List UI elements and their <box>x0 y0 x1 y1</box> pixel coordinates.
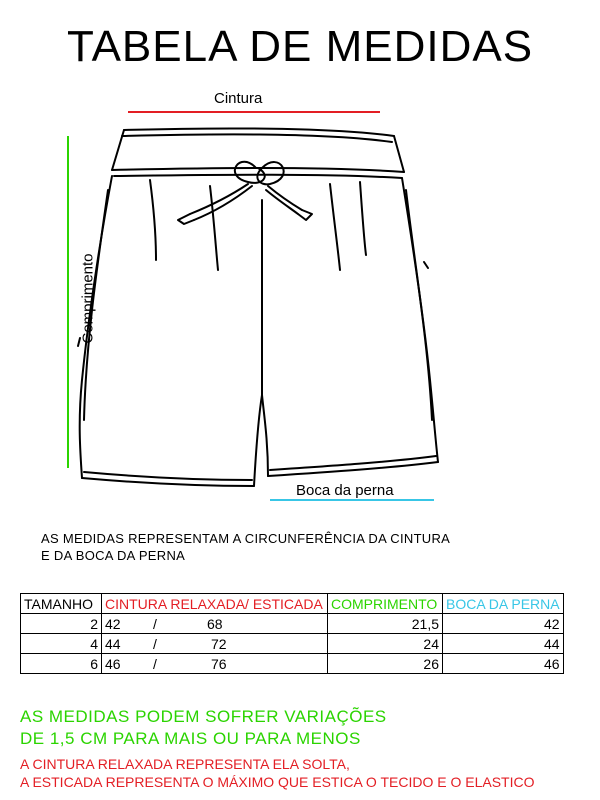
cell-waist <box>102 634 328 654</box>
waist-explanation-line-1: A CINTURA RELAXADA REPRESENTA ELA SOLTA, <box>20 756 350 772</box>
note-line-2: E DA BOCA DA PERNA <box>41 548 186 563</box>
page-title: TABELA DE MEDIDAS <box>66 22 534 71</box>
cell-length: 21,5 <box>328 614 443 634</box>
cell-waist-stretched: 76 <box>211 655 227 672</box>
cell-waist-stretched: 72 <box>211 635 227 652</box>
cell-size: 2 <box>21 614 102 634</box>
cell-leg: 46 <box>443 654 564 674</box>
cell-waist-separator: / <box>153 635 157 652</box>
cell-waist-separator: / <box>153 615 157 632</box>
table-header-row <box>21 594 564 614</box>
cell-waist-relaxed: 46 <box>105 655 121 672</box>
cell-size: 6 <box>21 654 102 674</box>
cell-length: 26 <box>328 654 443 674</box>
header-waist: CINTURA RELAXADA/ ESTICADA <box>102 594 328 614</box>
waist-label: Cintura <box>214 90 263 107</box>
cell-leg: 42 <box>443 614 564 634</box>
length-label: Comprimento <box>79 253 97 344</box>
table-row <box>21 634 564 654</box>
variation-line-2: DE 1,5 CM PARA MAIS OU PARA MENOS <box>20 729 361 748</box>
cell-waist-separator: / <box>153 655 157 672</box>
cell-waist-stretched: 68 <box>207 615 223 632</box>
cell-leg: 44 <box>443 634 564 654</box>
cell-size: 4 <box>21 634 102 654</box>
cell-waist <box>102 614 328 634</box>
cell-waist-relaxed: 42 <box>105 615 121 632</box>
header-leg: BOCA DA PERNA <box>443 594 564 614</box>
header-length: COMPRIMENTO <box>328 594 443 614</box>
waist-explanation <box>20 755 535 791</box>
table-row <box>21 614 564 634</box>
measurement-note <box>41 530 450 564</box>
shorts-sketch <box>78 128 438 486</box>
variation-line-1: AS MEDIDAS PODEM SOFRER VARIAÇÕES <box>20 707 387 726</box>
table-row <box>21 654 564 674</box>
leg-opening-label: Boca da perna <box>296 482 394 499</box>
waist-explanation-line-2: A ESTICADA REPRESENTA O MÁXIMO QUE ESTICA O TECIDO E O ELASTICO <box>20 774 535 790</box>
header-size: TAMANHO <box>21 594 102 614</box>
cell-waist <box>102 654 328 674</box>
note-line-1: AS MEDIDAS REPRESENTAM A CIRCUNFERÊNCIA DA CINTURA <box>41 531 451 546</box>
cell-waist-relaxed: 44 <box>105 635 121 652</box>
size-table <box>20 593 564 674</box>
cell-length: 24 <box>328 634 443 654</box>
variation-note <box>20 706 387 750</box>
